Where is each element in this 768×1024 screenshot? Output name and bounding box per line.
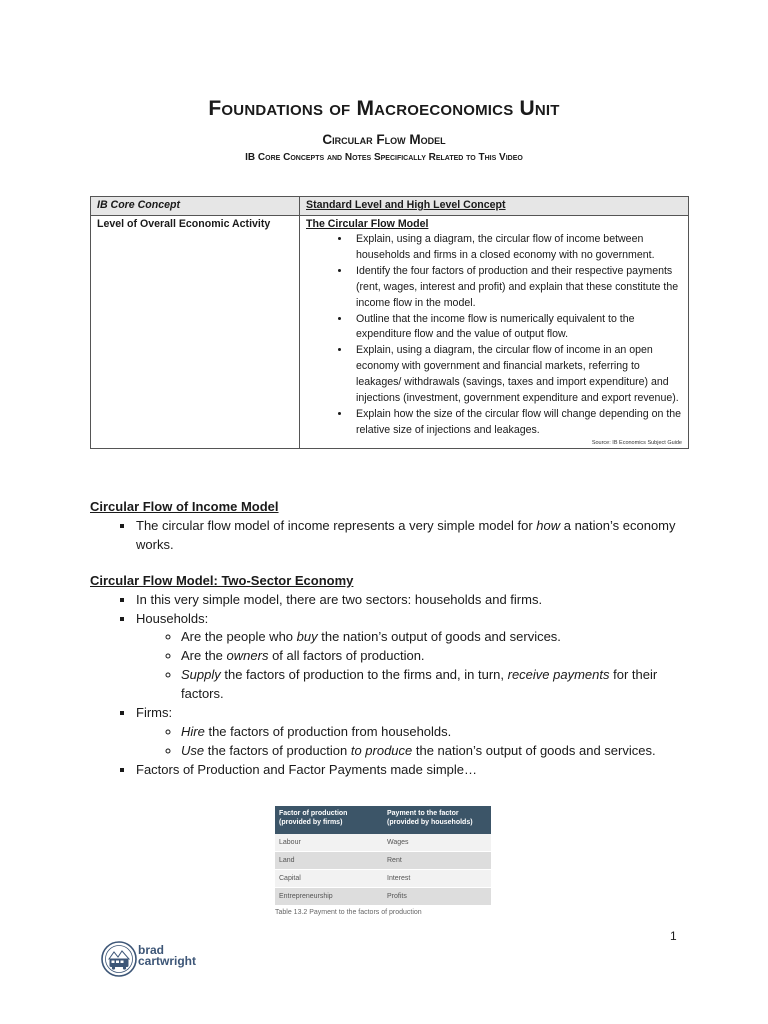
col-header-factor: Factor of production (provided by firms) <box>275 806 383 834</box>
notes-body <box>90 498 690 780</box>
table-caption: Table 13.2 Payment to the factors of production <box>275 909 422 916</box>
concept-cell: Level of Overall Economic Activity <box>91 216 300 449</box>
list-item: ◦ Are the owners of all factors of production. <box>181 647 690 666</box>
section-heading: Circular Flow of Income Model <box>90 499 279 514</box>
list-item: ▪ Factors of Production and Factor Payments made simple… <box>135 761 690 780</box>
sub-bullet-list <box>136 723 690 761</box>
table-header-row <box>91 197 689 216</box>
list-item: ▪ The circular flow model of income represents a very simple model for how a nation’s economy works. <box>135 517 690 555</box>
document-subheading: IB Core Concepts and Notes Specifically Related to This Video <box>245 152 523 163</box>
list-item: ▪ Households: ◦ Are the people who buy the nation’s output of goods and services. ◦ Are the owners of all factors of production. ◦ Supply the factors of production to the firms and, in turn, receive payments for their factors. <box>135 610 690 705</box>
document-title: Foundations of Macroeconomics Unit <box>208 97 560 120</box>
list-item: ▪ In this very simple model, there are two sectors: households and firms. <box>135 591 690 610</box>
page-number: 1 <box>670 929 677 943</box>
ib-core-concept-table <box>90 196 689 449</box>
sub-bullet-list <box>136 628 690 704</box>
logo-wordmark: brad cartwright <box>138 943 197 968</box>
factor-payment-table <box>275 806 491 906</box>
factor-payment-figure <box>275 806 491 916</box>
list-item: • Explain, using a diagram, the circular flow of income between households and firms in a closed economy with no government. <box>351 232 682 264</box>
list-item: • Explain how the size of the circular flow will change depending on the relative size of injections and leakages. <box>351 407 682 439</box>
concept-bullet-list <box>306 232 682 439</box>
list-item: • Identify the four factors of production and their respective payments (rent, wages, interest and profit) and explain that these constitute the income flow in the model. <box>351 264 682 312</box>
section-heading: Circular Flow Model: Two-Sector Economy <box>90 572 354 588</box>
table-row: Capital Interest <box>275 870 491 888</box>
list-item: ◦ Are the people who buy the nation’s output of goods and services. <box>181 628 690 647</box>
document-subtitle: Circular Flow Model <box>322 132 446 147</box>
list-item: • Explain, using a diagram, the circular flow of income in an open economy with government and financial markets, referring to leakages/ withdrawals (savings, taxes and import expenditure) and injections (investment, government expenditure and export revenue). <box>351 343 682 407</box>
list-item: ◦ Supply the factors of production to the firms and, in turn, receive payments for their factors. <box>181 666 690 704</box>
circular-flow-title: The Circular Flow Model <box>306 218 429 230</box>
bullet-list <box>90 591 690 780</box>
col-header-payment: Payment to the factor (provided by households) <box>383 806 491 834</box>
source-note: Source: IB Economics Subject Guide <box>591 439 682 446</box>
table-row: Entrepreneurship Profits <box>275 888 491 906</box>
list-item: ◦ Hire the factors of production from households. <box>181 723 690 742</box>
details-cell <box>300 216 689 449</box>
col-header-core-concept: IB Core Concept <box>91 197 300 216</box>
table-row: Labour Wages <box>275 834 491 852</box>
bus-emblem-icon <box>101 939 137 979</box>
bullet-list <box>90 517 690 555</box>
list-item: ◦ Use the factors of production to produce the nation’s output of goods and services. <box>181 742 690 761</box>
list-item: • Outline that the income flow is numerically equivalent to the expenditure flow and the value of output flow. <box>351 312 682 344</box>
col-header-level-concept: Standard Level and High Level Concept <box>300 197 689 216</box>
table-header-row <box>275 806 491 834</box>
table-row <box>91 216 689 449</box>
list-item: ▪ Firms: ◦ Hire the factors of production from households. ◦ Use the factors of production to produce the nation’s output of goods and services. <box>135 704 690 761</box>
brand-logo <box>101 939 201 981</box>
table-row: Land Rent <box>275 852 491 870</box>
